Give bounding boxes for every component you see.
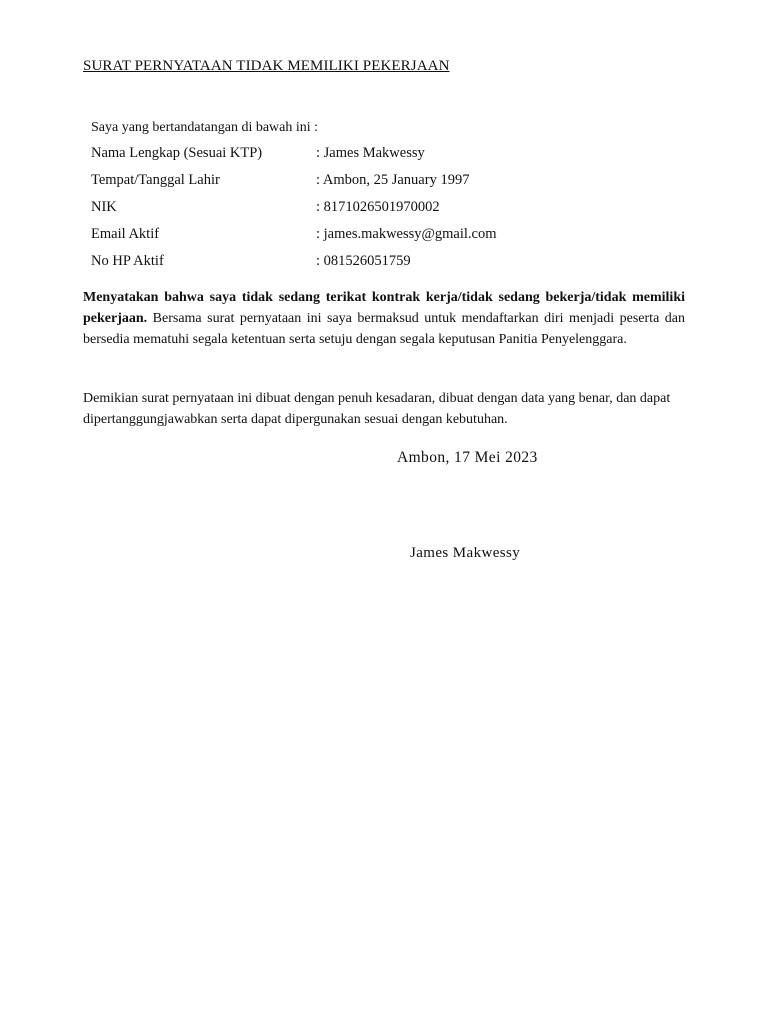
field-value: : 8171026501970002 — [316, 199, 440, 215]
intro-text: Saya yang bertandatangan di bawah ini : — [91, 120, 319, 135]
field-value: : james.makwessy@gmail.com — [316, 226, 497, 242]
field-row-full-name — [91, 145, 691, 172]
place-and-date: Ambon, 17 Mei 2023 — [397, 449, 538, 466]
signer-name: James Makwessy — [410, 545, 521, 561]
statement-paragraph — [83, 287, 685, 350]
field-value: : James Makwessy — [316, 145, 425, 161]
identity-fields — [91, 145, 691, 280]
field-label: No HP Aktif — [91, 253, 164, 269]
field-value: : Ambon, 25 January 1997 — [316, 172, 470, 188]
document-title: SURAT PERNYATAAN TIDAK MEMILIKI PEKERJAAN — [83, 58, 450, 74]
field-row-nik — [91, 199, 691, 226]
field-row-phone — [91, 253, 691, 280]
field-row-birth — [91, 172, 691, 199]
field-value: : 081526051759 — [316, 253, 411, 269]
statement-bold-text: Menyatakan bahwa saya tidak sedang terikat kontrak kerja/tidak sedang bekerja/tidak memiliki pekerjaan. — [83, 290, 685, 326]
closing-paragraph: Demikian surat pernyataan ini dibuat dengan penuh kesadaran, dibuat dengan data yang benar, dan dapat dipertanggungjawabkan serta dapat dipergunakan sesuai dengan kebutuhan. — [83, 391, 671, 427]
statement-body-text: Bersama surat pernyataan ini saya bermaksud untuk mendaftarkan diri menjadi peserta dan bersedia mematuhi segala ketentuan serta setuju dengan segala keputusan Panitia Penyelenggara. — [83, 311, 685, 347]
field-row-email — [91, 226, 691, 253]
field-label: NIK — [91, 199, 117, 215]
field-label: Email Aktif — [91, 226, 160, 242]
field-label: Tempat/Tanggal Lahir — [91, 172, 220, 188]
field-label: Nama Lengkap (Sesuai KTP) — [91, 145, 263, 161]
